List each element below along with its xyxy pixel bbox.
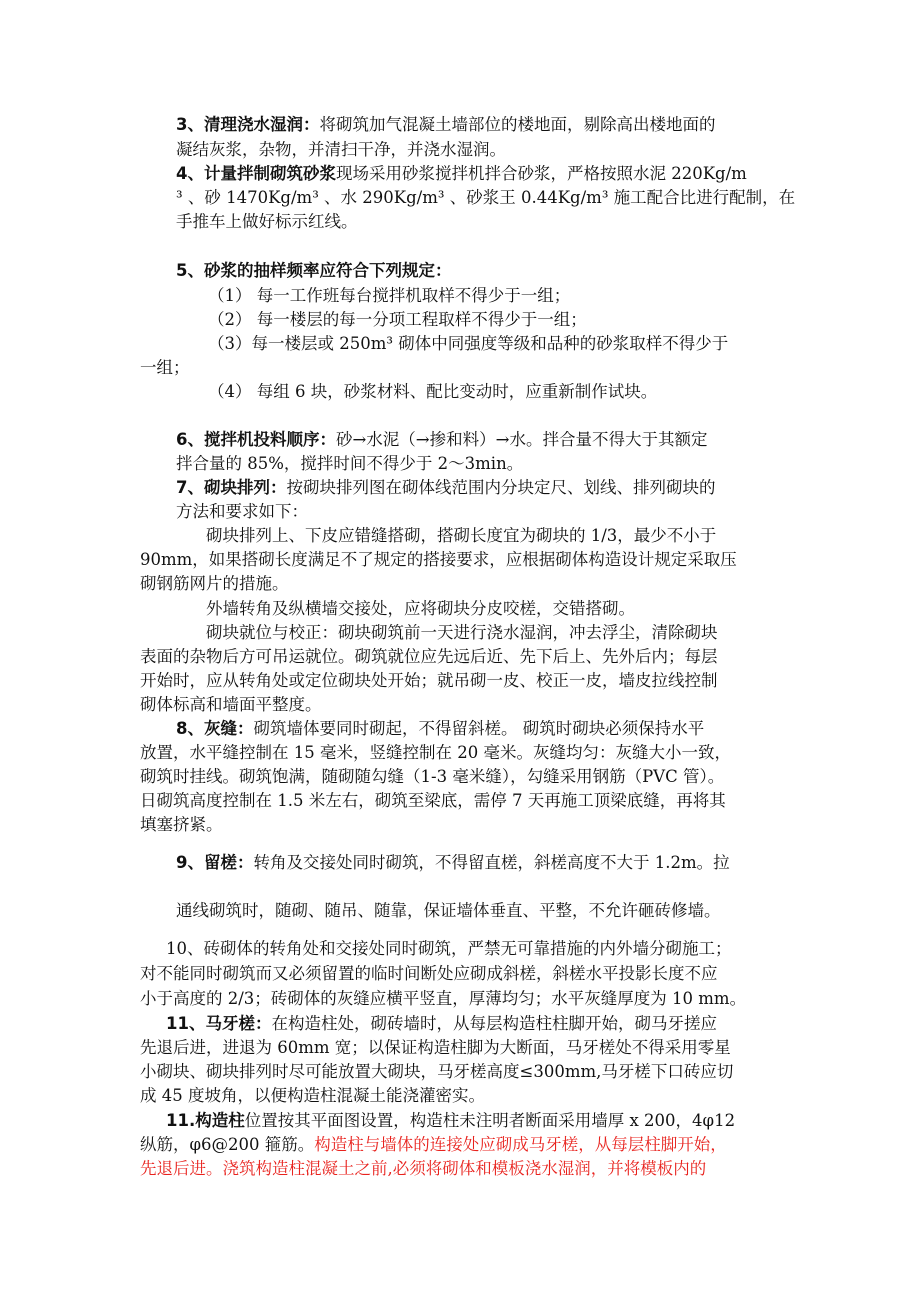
- section-11-line-1: 11、马牙槎：在构造柱处，砌砖墙时，从每层构造柱柱脚开始，砌马牙搓应: [166, 1014, 717, 1033]
- section-5-item-2: （2） 每一楼层的每一分项工程取样不得少于一组；: [208, 310, 587, 329]
- section-4-line-1: 4、计量拌制砌筑砂浆现场采用砂浆搅拌机拌合砂浆，严格按照水泥 220Kg/m: [176, 164, 747, 183]
- section-12-line-1: 11.构造柱位置按其平面图设置，构造柱未注明者断面采用墙厚 x 200，4φ12: [166, 1111, 736, 1130]
- section-5-item-3-cont: 一组；: [140, 358, 190, 377]
- section-10-line-3: 小于高度的 2/3；砖砌体的灰缝应横平竖直，厚薄均匀；水平灰缝厚度为 10 mm。: [140, 989, 747, 1008]
- highlight-text-2: 先退后进。浇筑构造柱混凝土之前,必须将砌体和模板浇水湿润，并将模板内的: [140, 1159, 707, 1178]
- section-6-line-2: 拌合量的 85%，搅拌时间不得少于 2～3min。: [176, 454, 524, 473]
- section-11-line-2: 先退后进，进退为 60mm 宽；以保证构造柱脚为大断面，马牙槎处不得采用零星: [140, 1038, 731, 1057]
- section-3-line-2: 凝结灰浆，杂物，并清扫干净，并浇水湿润。: [176, 140, 506, 159]
- section-8-heading: 8、灰缝：: [176, 719, 254, 738]
- section-7-para-3-line-3: 开始时，应从转角处或定位砌块处开始；就吊砌一皮、校正一皮，墙皮拉线控制: [140, 671, 718, 690]
- section-3-heading: 3、清理浇水湿润：: [176, 115, 320, 134]
- section-8-line-4: 日砌筑高度控制在 1.5 米左右，砌筑至梁底，需停 7 天再施工顶梁底缝，再将其: [140, 791, 726, 810]
- section-10-line-2: 对不能同时砌筑而又必须留置的临时间断处应砌成斜槎，斜槎水平投影长度不应: [140, 964, 718, 983]
- section-6-line-1: 6、搅拌机投料顺序：砂→水泥（→掺和料）→水。拌合量不得大于其额定: [176, 430, 708, 449]
- section-7-para-2: 外墙转角及纵横墙交接处，应将砌块分皮咬槎，交错搭砌。: [206, 599, 635, 618]
- section-7-line-2: 方法和要求如下：: [176, 502, 308, 521]
- section-12-line-2: 纵筋，φ6@200 箍筋。构造柱与墙体的连接处应砌成马牙槎，从每层柱脚开始，: [140, 1135, 727, 1154]
- section-11-line-3: 小砌块、砌块排列时尽可能放置大砌块，马牙槎高度≤300mm,马牙槎下口砖应切: [140, 1062, 734, 1081]
- section-4-heading: 4、计量拌制砌筑砂浆: [176, 164, 336, 183]
- section-5-heading: 5、砂浆的抽样频率应符合下列规定：: [176, 261, 452, 280]
- highlight-text-1: 构造柱与墙体的连接处应砌成马牙槎，从每层柱脚开始，: [314, 1135, 727, 1154]
- section-3-line-1: 3、清理浇水湿润：将砌筑加气混凝土墙部位的楼地面，剔除高出楼地面的: [176, 115, 716, 134]
- section-11-heading: 11、马牙槎：: [166, 1014, 272, 1033]
- section-7-line-1: 7、砌块排列：按砌块排列图在砌体线范围内分块定尺、划线、排列砌块的: [176, 478, 716, 497]
- section-7-para-3-line-2: 表面的杂物后方可吊运就位。砌筑就位应先远后近、先下后上、先外后内；每层: [140, 647, 718, 666]
- section-8-line-1: 8、灰缝：砌筑墙体要同时砌起，不得留斜槎。 砌筑时砌块必须保持水平: [176, 719, 705, 738]
- section-6-heading: 6、搅拌机投料顺序：: [176, 430, 336, 449]
- section-7-para-1-line-2: 90mm，如果搭砌长度满足不了规定的搭接要求，应根据砌体构造设计规定采取压: [140, 550, 737, 569]
- section-5-item-3: （3）每一楼层或 250m³ 砌体中同强度等级和品种的砂浆取样不得少于: [208, 334, 729, 353]
- section-5-item-1: （1） 每一工作班每台搅拌机取样不得少于一组；: [208, 286, 571, 305]
- section-10-line-1: 10、砖砌体的转角处和交接处同时砌筑，严禁无可靠措施的内外墙分砌施工；: [166, 939, 732, 958]
- section-7-para-3-line-4: 砌体标高和墙面平整度。: [140, 695, 322, 714]
- section-7-para-3-line-1: 砌块就位与校正：砌块砌筑前一天进行浇水湿润，冲去浮尘，清除砌块: [206, 623, 718, 642]
- section-4-line-3: 手推车上做好标示红线。: [176, 212, 358, 231]
- section-4-line-2: ³ 、砂 1470Kg/m³ 、水 290Kg/m³ 、砂浆王 0.44Kg/m³ 施工配合比进行配制，在: [176, 188, 796, 207]
- section-9-line-2: 通线砌筑时，随砌、随吊、随靠，保证墙体垂直、平整，不允许砸砖修墙。: [176, 901, 721, 920]
- section-7-heading: 7、砌块排列：: [176, 478, 287, 497]
- section-12-heading: 11.构造柱: [166, 1111, 245, 1130]
- section-11-line-4: 成 45 度坡角，以便构造柱混凝土能浇灌密实。: [140, 1086, 485, 1105]
- section-8-line-3: 砌筑时挂线。砌筑饱满，随砌随勾缝（1-3 毫米缝），勾缝采用钢筋（PVC 管）。: [140, 767, 725, 786]
- section-8-line-5: 填塞挤紧。: [140, 815, 223, 834]
- section-7-para-1-line-1: 砌块排列上、下皮应错缝搭砌，搭砌长度宜为砌块的 1/3，最少不小于: [206, 526, 717, 545]
- section-5-item-4: （4） 每组 6 块，砂浆材料、配比变动时，应重新制作试块。: [208, 382, 658, 401]
- section-9-line-1: 9、留槎：转角及交接处同时砌筑，不得留直槎，斜槎高度不大于 1.2m。拉: [176, 853, 730, 872]
- section-8-line-2: 放置，水平缝控制在 15 毫米，竖缝控制在 20 毫米。灰缝均匀：灰缝大小一致，: [140, 743, 731, 762]
- section-9-heading: 9、留槎：: [176, 853, 254, 872]
- section-7-para-1-line-3: 砌钢筋网片的措施。: [140, 574, 289, 593]
